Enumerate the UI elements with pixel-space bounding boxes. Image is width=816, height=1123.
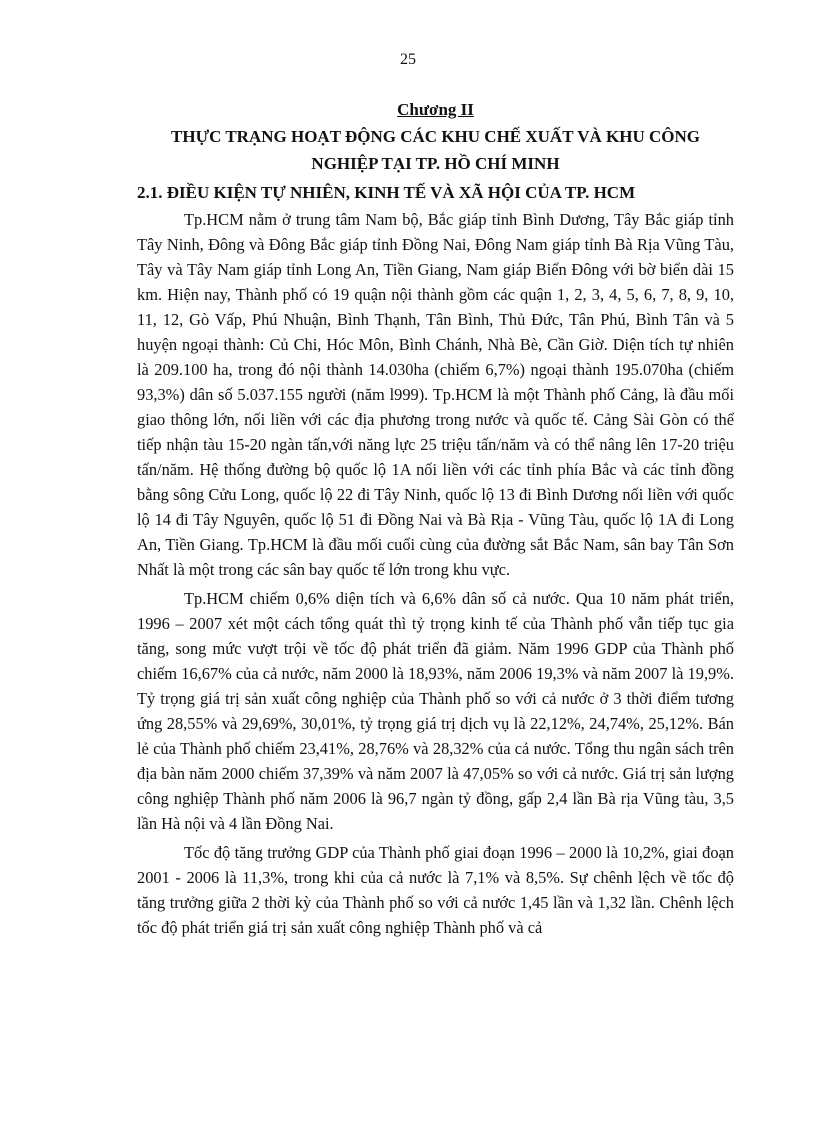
paragraph-economy: Tp.HCM chiếm 0,6% diện tích và 6,6% dân số cả nước. Qua 10 năm phát triển, 1996 – 2007 xét một cách tổng quát thì tỷ trọng kinh tế của Thành phố vẫn tiếp tục gia tăng, song mức vượt trội về tốc độ phát triển đã giảm. Năm 1996 GDP của Thành phố chiếm 16,67% của cả nước, năm 2000 là 18,93%, năm 2006 19,3% và năm 2007 là 19,9%. Tỷ trọng giá trị sản xuất công nghiệp của Thành phố so với cả nước ở 3 thời điểm tương ứng 28,55% và 29,69%, 30,01%, tỷ trọng giá trị dịch vụ là 22,12%, 24,74%, 25,12%. Bán lẻ của Thành phố chiếm 23,41%, 28,76% và 28,32% của cả nước. Tổng thu ngân sách trên địa bàn năm 2000 chiếm 37,39% và năm 2007 là 47,05% so với cả nước. Giá trị sản lượng công nghiệp Thành phố năm 2006 là 96,7 ngàn tỷ đồng, gấp 2,4 lần Bà rịa Vũng tàu, 3,5 lần Hà nội và 4 lần Đồng Nai. xyxy=(137,589,734,833)
paragraph-geography: Tp.HCM nằm ở trung tâm Nam bộ, Bắc giáp tỉnh Bình Dương, Tây Bắc giáp tỉnh Tây Ninh, Đông và Đông Bắc giáp tỉnh Đồng Nai, Đông Nam giáp tỉnh Bà Rịa Vũng Tàu, Tây và Tây Nam giáp tỉnh Long An, Tiền Giang, Nam giáp Biển Đông với bờ biển dài 15 km. Hiện nay, Thành phố có 19 quận nội thành gồm các quận 1, 2, 3, 4, 5, 6, 7, 8, 9, 10, 11, 12, Gò Vấp, Phú Nhuận, Bình Thạnh, Tân Bình, Thủ Đức, Tân Phú, Bình Tân và 5 huyện ngoại thành: Củ Chi, Hóc Môn, Bình Chánh, Nhà Bè, Cần Giờ. Diện tích tự nhiên là 209.100 ha, trong đó nội thành 14.030ha (chiếm 6,7%) ngoại thành 195.070ha (chiếm 93,3%) dân số 5.037.155 người (năm l999). Tp.HCM là một Thành phố Cảng, là đầu mối giao thông lớn, nối liền với các địa phương trong nước và quốc tế. Cảng Sài Gòn có thể tiếp nhận tàu 15-20 ngàn tấn,với năng lực 25 triệu tấn/năm và có thể nâng lên 17-20 triệu tấn/năm. Hệ thống đường bộ quốc lộ 1A nối liền với các tỉnh phía Bắc và các tỉnh đồng bằng sông Cửu Long, quốc lộ 22 đi Tây Ninh, quốc lộ 13 đi Bình Dương nối liền với quốc lộ 14 đi Tây Nguyên, quốc lộ 51 đi Đồng Nai và Bà Rịa - Vũng Tàu, quốc lộ 1A đi Long An, Tiền Giang. Tp.HCM là đầu mối cuối cùng của đường sắt Bắc Nam, sân bay Tân Sơn Nhất là một trong các sân bay quốc tế lớn trong khu vực. xyxy=(137,210,734,579)
page-number: 25 xyxy=(400,51,416,68)
paragraph-growth: Tốc độ tăng trưởng GDP của Thành phố giai đoạn 1996 – 2000 là 10,2%, giai đoạn 2001 - 2006 là 11,3%, trong khi của cả nước là 7,1% và 8,5%. Sự chênh lệch về tốc độ tăng trưởng giữa 2 thời kỳ của Thành phố so với cả nước 1,45 lần và 1,32 lần. Chênh lệch tốc độ phát triển giá trị sản xuất công nghiệp Thành phố và cả xyxy=(137,843,734,937)
chapter-title: THỰC TRẠNG HOẠT ĐỘNG CÁC KHU CHẾ XUẤT VÀ KHU CÔNG NGHIỆP TẠI TP. HỒ CHÍ MINH xyxy=(171,127,700,173)
page-content xyxy=(137,97,734,940)
section-heading: 2.1. ĐIỀU KIỆN TỰ NHIÊN, KINH TẾ VÀ XÃ HỘI CỦA TP. HCM xyxy=(137,183,636,202)
chapter-label: Chương II xyxy=(397,100,474,119)
